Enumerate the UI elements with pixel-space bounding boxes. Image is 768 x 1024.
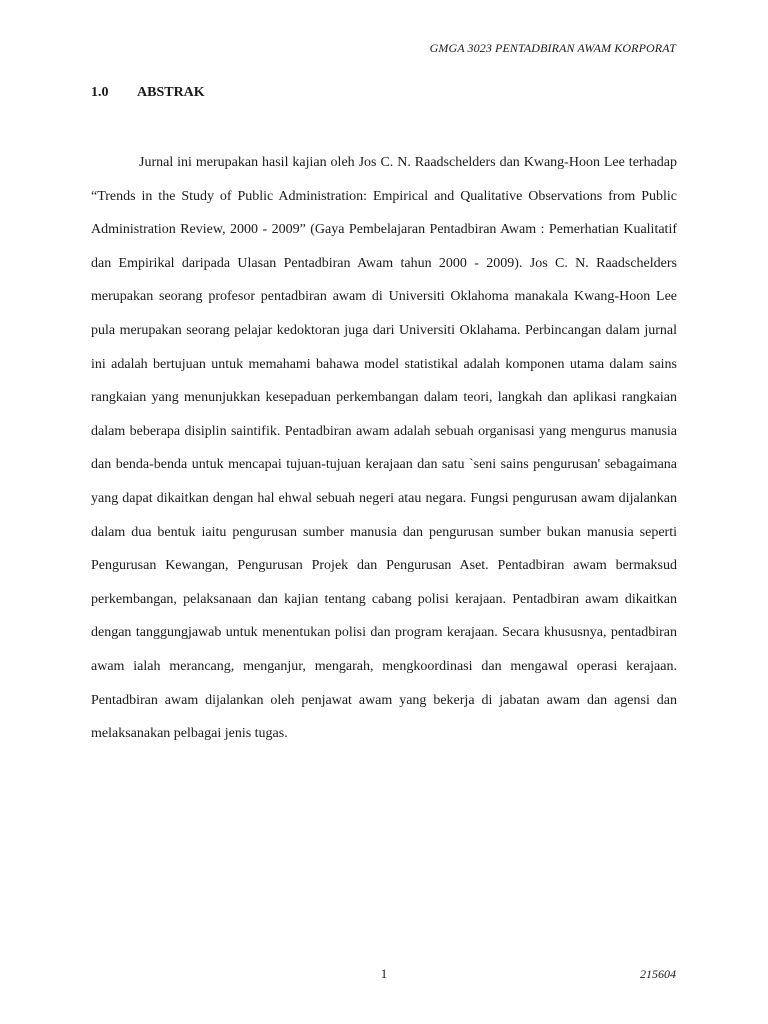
section-title: ABSTRAK [137,85,205,100]
page-number: 1 [380,966,388,981]
running-header: GMGA 3023 PENTADBIRAN AWAM KORPORAT [429,41,676,55]
section-number: 1.0 [91,85,109,100]
section-heading [91,85,205,101]
abstract-paragraph: Jurnal ini merupakan hasil kajian oleh Jos C. N. Raadschelders dan Kwang-Hoon Lee terhadap “Trends in the Study of Public Administration: Empirical and Qualitative Observations from Public Administration Review, 2000 - 2009” (Gaya Pembelajaran Pentadbiran Awam : Pemerhatian Kualitatif dan Empirikal daripada Ulasan Pentadbiran Awam tahun 2000 - 2009). Jos C. N. Raadschelders merupakan seorang profesor pentadbiran awam di Universiti Oklahoma manakala Kwang-Hoon Lee pula merupakan seorang pelajar kedoktoran juga dari Universiti Oklahama. Perbincangan dalam jurnal ini adalah bertujuan untuk memahami bahawa model statistikal adalah komponen utama dalam sains rangkaian yang menunjukkan kesepaduan perkembangan dalam teori, langkah dan aplikasi rangkaian dalam beberapa disiplin saintifik. Pentadbiran awam adalah sebuah organisasi yang mengurus manusia dan benda-benda untuk mencapai tujuan-tujuan kerajaan dan satu `seni sains pengurusan' sebagaimana yang dapat dikaitkan dengan hal ehwal sebuah negeri atau negara. Fungsi pengurusan awam dijalankan dalam dua bentuk iaitu pengurusan sumber manusia dan pengurusan sumber bukan manusia seperti Pengurusan Kewangan, Pengurusan Projek dan Pengurusan Aset. Pentadbiran awam bermaksud perkembangan, pelaksanaan dan kajian tentang cabang polisi kerajaan. Pentadbiran awam dikaitkan dengan tanggungjawab untuk menentukan polisi dan program kerajaan. Secara khususnya, pentadbiran awam ialah merancang, menganjur, mengarah, mengkoordinasi dan mengawal operasi kerajaan. Pentadbiran awam dijalankan oleh penjawat awam yang bekerja di jabatan awam dan agensi dan melaksanakan pelbagai jenis tugas. [91,155,677,742]
student-id: 215604 [640,967,676,981]
